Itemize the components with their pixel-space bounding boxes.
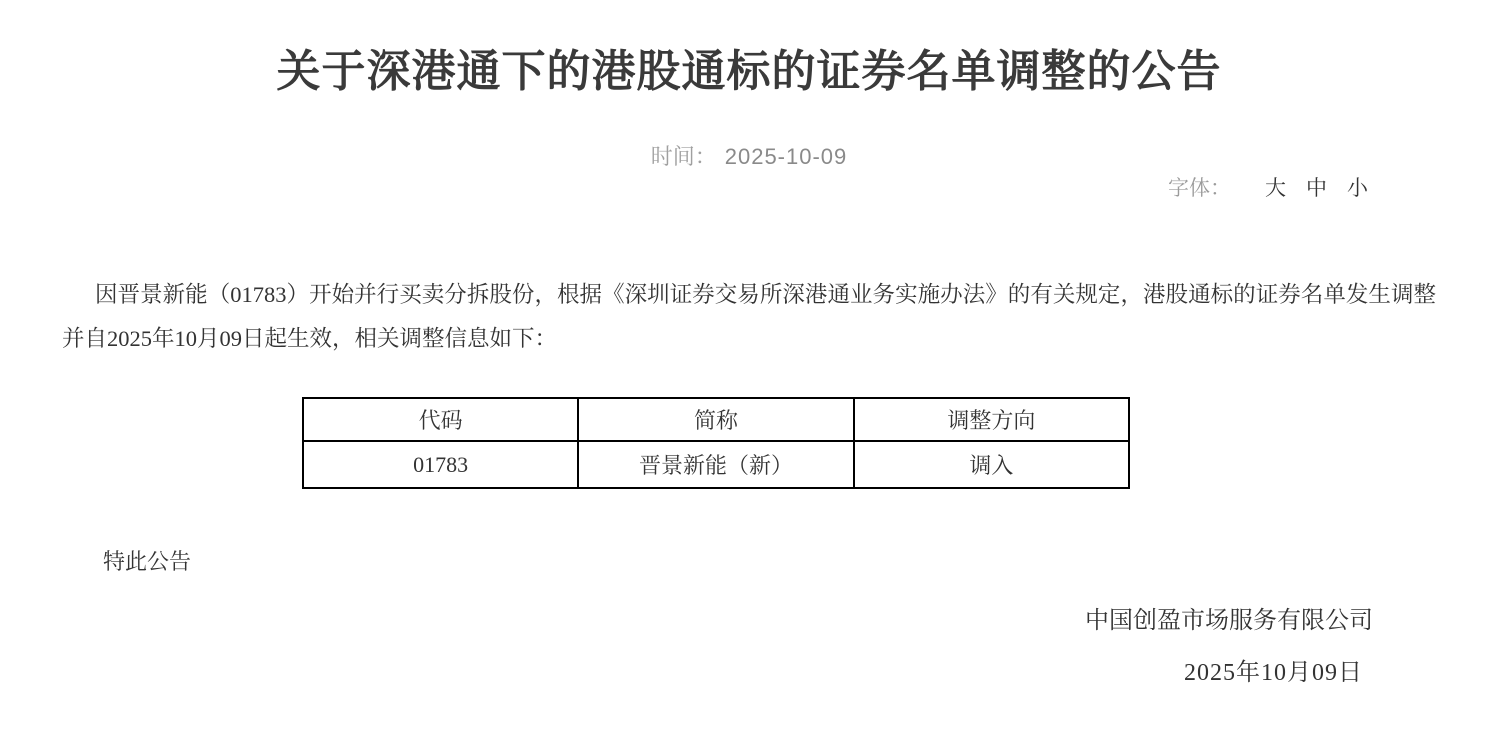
time-label: 时间： [650,144,717,169]
announcement-date: 2025年10月09日 [1184,660,1363,686]
font-size-selector [0,176,1498,201]
col-header-adjust-direction: 调整方向 [854,398,1129,441]
closing-note: 特此公告 [103,549,192,574]
time-value: 2025-10-09 [724,144,848,169]
col-header-short-name: 简称 [578,398,853,441]
securities-adjustment-table [302,397,1130,489]
announcement-paragraph: 因晋景新能（01783）开始并行买卖分拆股份，根据《深圳证券交易所深港通业务实施办法》的有关规定，港股通标的证券名单发生调整并自2025年10月09日起生效，相关调整信息如下： [62,282,1436,351]
publish-time-row [0,144,1498,170]
font-size-option-medium[interactable]: 中 [1306,176,1327,200]
company-signature: 中国创盈市场服务有限公司 [1085,608,1373,634]
cell-short-name: 晋景新能（新） [578,441,853,488]
font-size-option-small[interactable]: 小 [1347,176,1368,200]
cell-code: 01783 [303,441,578,488]
font-size-label: 字体： [1168,177,1231,200]
table-header-row [303,398,1129,441]
col-header-code: 代码 [303,398,578,441]
announcement-page [0,42,1498,730]
cell-adjust-direction: 调入 [854,441,1129,488]
font-size-option-large[interactable]: 大 [1265,176,1286,200]
page-title: 关于深港通下的港股通标的证券名单调整的公告 [276,47,1222,96]
table-row [303,441,1129,488]
